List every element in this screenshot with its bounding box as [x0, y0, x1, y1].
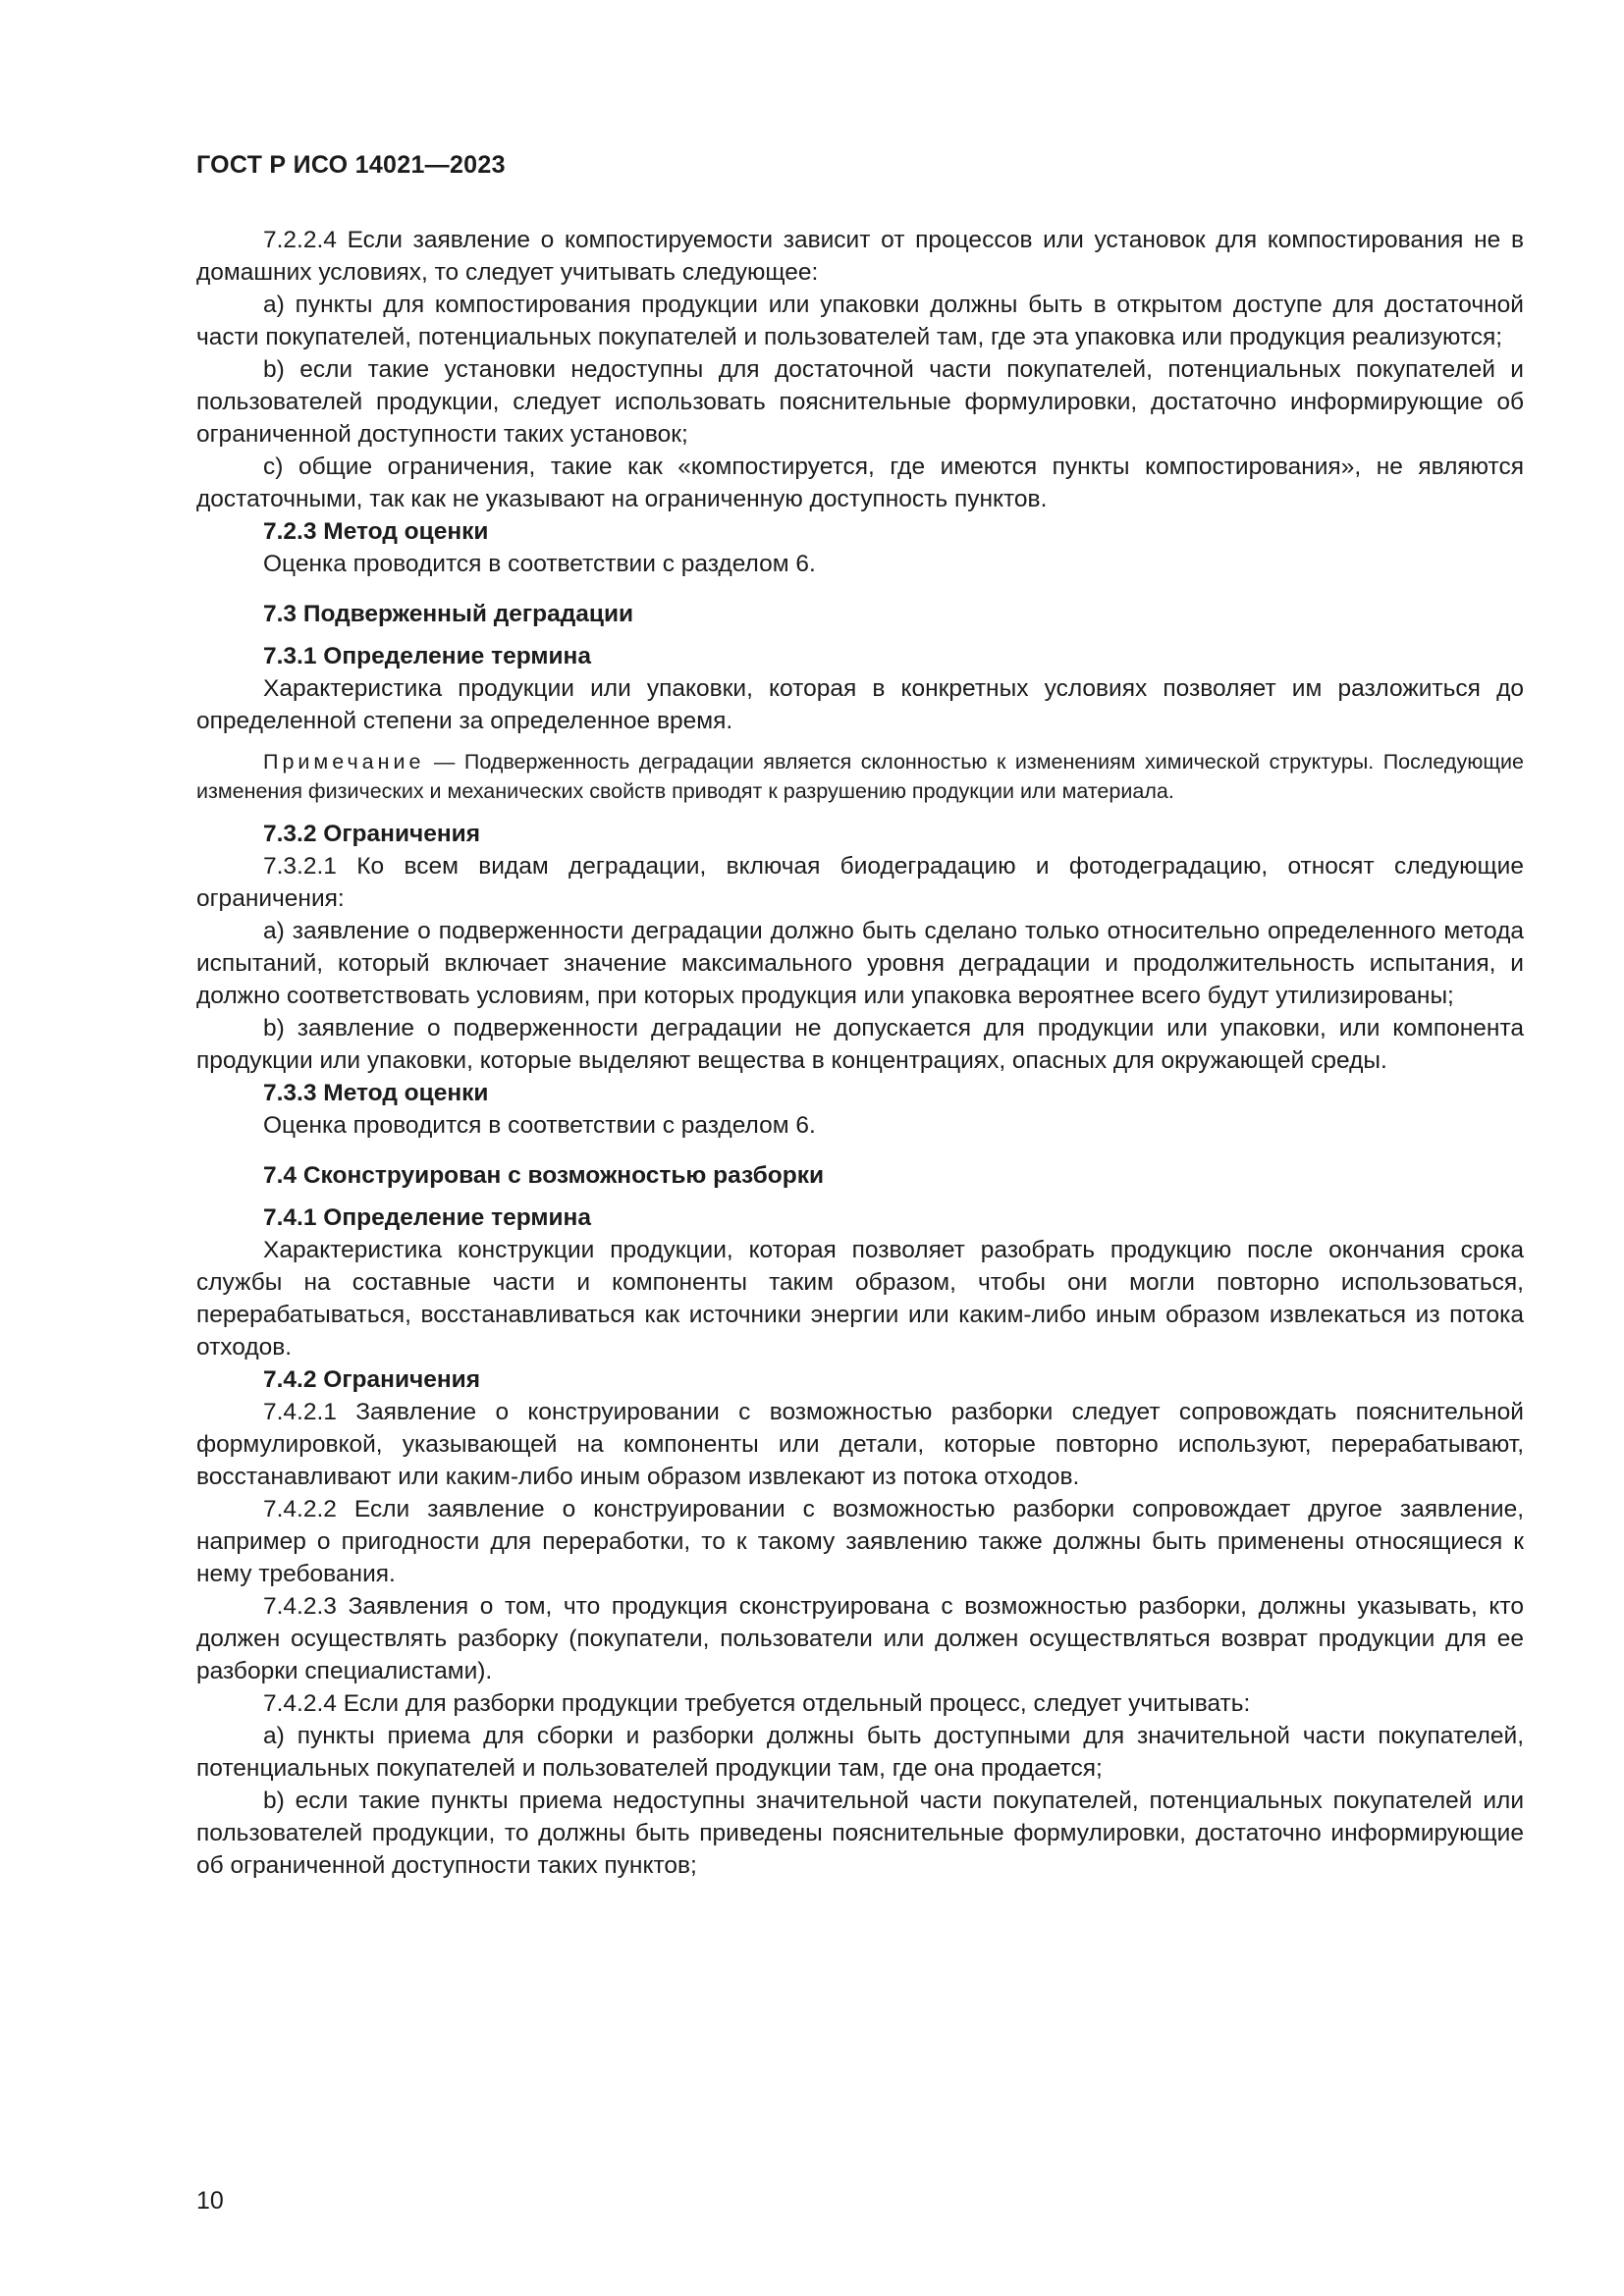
list-item-b: b) если такие пункты приема недоступны значительной части покупателей, потенциальных покупателей или пользователей продукции, то должны быть приведены пояснительные формулировки, достаточно информирующие об ограниченной доступности таких пунктов;	[196, 1788, 1524, 1879]
list-item-b: b) если такие установки недоступны для достаточной части покупателей, потенциальных покупателей и пользователей продукции, следует использовать пояснительные формулировки, достаточно информирующие об ограниченной доступности таких установок;	[196, 356, 1524, 448]
paragraph-7-3-2-1: 7.3.2.1 Ко всем видам деградации, включая биодеградацию и фотодеградацию, относят следующие ограничения:	[196, 853, 1524, 912]
page-number: 10	[196, 2187, 224, 2215]
note-label: Примечание	[263, 750, 425, 774]
note	[196, 747, 1524, 806]
heading-7-4-1: 7.4.1 Определение термина	[263, 1204, 591, 1231]
document-body	[196, 224, 1524, 1882]
list-item-b: b) заявление о подверженности деградации не допускается для продукции или упаковки, или компонента продукции или упаковки, которые выделяют вещества в концентрациях, опасных для окружающей среды.	[196, 1015, 1524, 1074]
heading-7-2-3: 7.2.3 Метод оценки	[263, 518, 489, 545]
heading-7-3-1: 7.3.1 Определение термина	[263, 643, 591, 669]
heading-7-3: 7.3 Подверженный деградации	[263, 601, 634, 627]
heading-7-4-2: 7.4.2 Ограничения	[263, 1366, 481, 1393]
list-item-a: a) пункты для компостирования продукции или упаковки должны быть в открытом доступе для достаточной части покупателей, потенциальных покупателей и пользователей там, где эта упаковка или продукция реализуются;	[196, 292, 1524, 350]
document-header: ГОСТ Р ИСО 14021—2023	[196, 151, 506, 179]
paragraph-7-4-2-4: 7.4.2.4 Если для разборки продукции требуется отдельный процесс, следует учитывать:	[263, 1690, 1251, 1717]
paragraph-7-4-2-2: 7.4.2.2 Если заявление о конструировании с возможностью разборки сопровождает другое заявление, например о пригодности для переработки, то к такому заявлению также должны быть применены относящиеся к нему требования.	[196, 1496, 1524, 1587]
note-text: — Подверженность деградации является склонностью к изменениям химической структуры. Последующие изменения физических и механических свойств приводят к разрушению продукции или материала.	[196, 750, 1524, 803]
paragraph-7-2-2-4: 7.2.2.4 Если заявление о компостируемости зависит от процессов или установок для компостирования не в домашних условиях, то следует учитывать следующее:	[196, 227, 1524, 286]
paragraph-definition: Характеристика продукции или упаковки, которая в конкретных условиях позволяет им разложиться до определенной степени за определенное время.	[196, 675, 1524, 734]
paragraph-assessment: Оценка проводится в соответствии с разделом 6.	[263, 551, 816, 577]
list-item-a: a) заявление о подверженности деградации должно быть сделано только относительно определенного метода испытаний, который включает значение максимального уровня деградации и продолжительность испытания, и должно соответствовать условиям, при которых продукция или упаковка вероятнее всего будут утилизированы;	[196, 918, 1524, 1009]
paragraph-7-4-2-1: 7.4.2.1 Заявление о конструировании с возможностью разборки следует сопровождать пояснительной формулировкой, указывающей на компоненты или детали, которые повторно используют, перерабатывают, восстанавливают или каким-либо иным образом извлекают из потока отходов.	[196, 1399, 1524, 1490]
heading-7-3-2: 7.3.2 Ограничения	[263, 821, 481, 847]
paragraph-assessment: Оценка проводится в соответствии с разделом 6.	[263, 1112, 816, 1139]
list-item-c: c) общие ограничения, такие как «компостируется, где имеются пункты компостирования», не являются достаточными, так как не указывают на ограниченную доступность пунктов.	[196, 454, 1524, 512]
heading-7-4: 7.4 Сконструирован с возможностью разборки	[263, 1162, 825, 1189]
heading-7-3-3: 7.3.3 Метод оценки	[263, 1080, 489, 1106]
list-item-a: a) пункты приема для сборки и разборки должны быть доступными для значительной части покупателей, потенциальных покупателей и пользователей продукции там, где она продается;	[196, 1723, 1524, 1782]
paragraph-7-4-2-3: 7.4.2.3 Заявления о том, что продукция сконструирована с возможностью разборки, должны указывать, кто должен осуществлять разборку (покупатели, пользователи или должен осуществляться возврат продукции для ее разборки специалистами).	[196, 1593, 1524, 1684]
paragraph-definition: Характеристика конструкции продукции, которая позволяет разобрать продукцию после окончания срока службы на составные части и компоненты таким образом, чтобы они могли повторно использоваться, перерабатываться, восстанавливаться как источники энергии или каким-либо иным образом извлекаться из потока отходов.	[196, 1237, 1524, 1361]
